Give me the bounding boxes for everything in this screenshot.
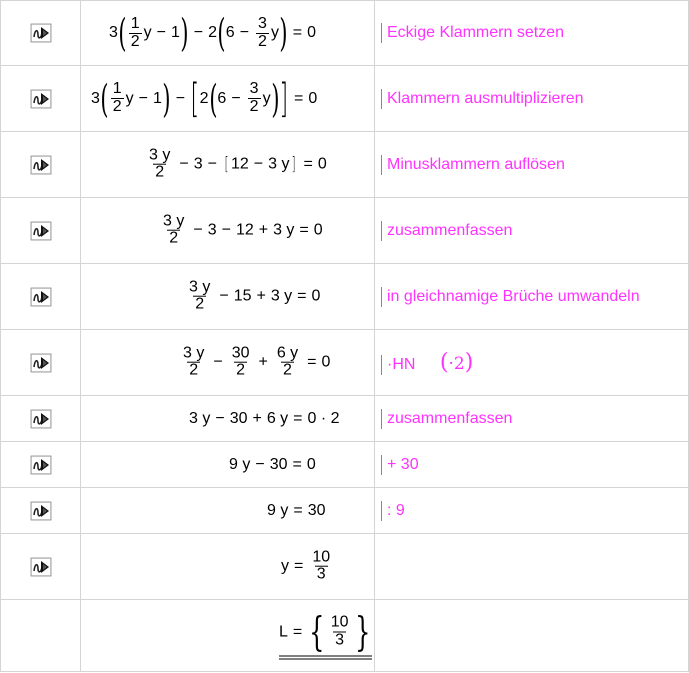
table-row bbox=[1, 600, 689, 672]
equation: 9 y − 30 = 0 bbox=[229, 455, 316, 473]
script-icon[interactable] bbox=[29, 499, 53, 523]
step-note: Eckige Klammern setzen bbox=[375, 1, 689, 66]
table-row bbox=[1, 534, 689, 600]
table-row bbox=[1, 198, 689, 264]
table-row bbox=[1, 442, 689, 488]
script-icon[interactable] bbox=[29, 153, 53, 177]
table-row bbox=[1, 132, 689, 198]
table-row bbox=[1, 330, 689, 396]
script-icon[interactable] bbox=[29, 555, 53, 579]
equation: $\frac{3 y}{2}$ − $\frac{30}{2}$ + $\frac{6 y}{2}$ = 0 bbox=[183, 344, 331, 379]
equation-cell bbox=[81, 534, 375, 600]
step-note: ·HN (·2) bbox=[375, 330, 689, 396]
equation-cell bbox=[81, 330, 375, 396]
equation-cell bbox=[81, 66, 375, 132]
icon-cell bbox=[1, 1, 81, 66]
script-icon[interactable] bbox=[29, 351, 53, 375]
script-icon[interactable] bbox=[29, 87, 53, 111]
solution-set: L = { $\frac{10}{3}$ } bbox=[279, 612, 372, 659]
equation: 3 y − 30 + 6 y = 0 · 2 bbox=[189, 409, 340, 427]
equation: $\frac{3 y}{2}$ − 3 − [ 12 − 3 y ] = 0 bbox=[149, 146, 327, 181]
equation-cell bbox=[81, 1, 375, 66]
table-row bbox=[1, 396, 689, 442]
script-icon[interactable] bbox=[29, 285, 53, 309]
equation: 3 ( $\frac{1}{2}$ y − 1 ) − 2 ( 6 − $\frac{3}{2}$ y ) = 0 bbox=[109, 11, 317, 55]
equation-cell bbox=[81, 264, 375, 330]
equation-cell bbox=[81, 488, 375, 534]
script-icon[interactable] bbox=[29, 21, 53, 45]
equation-cell bbox=[81, 442, 375, 488]
equation: 3 ( $\frac{1}{2}$ y − 1 ) − [ 2 ( 6 − $\frac{3}{2}$ y ) ] = 0 bbox=[91, 75, 318, 122]
step-note: : 9 bbox=[375, 488, 689, 534]
equation-cell bbox=[81, 198, 375, 264]
step-note: Klammern ausmultiplizieren bbox=[375, 66, 689, 132]
equation: y = $\frac{10}{3}$ bbox=[281, 548, 331, 583]
equation-cell bbox=[81, 396, 375, 442]
equation-cell bbox=[81, 132, 375, 198]
script-icon[interactable] bbox=[29, 219, 53, 243]
table-row bbox=[1, 488, 689, 534]
equation-cell bbox=[81, 600, 375, 672]
step-note: Minusklammern auflösen bbox=[375, 132, 689, 198]
step-note: zusammenfassen bbox=[375, 198, 689, 264]
note-bar bbox=[381, 23, 382, 43]
step-note bbox=[375, 534, 689, 600]
step-note bbox=[375, 600, 689, 672]
table-row bbox=[1, 1, 689, 66]
step-note: in gleichnamige Brüche umwandeln bbox=[375, 264, 689, 330]
script-icon[interactable] bbox=[29, 407, 53, 431]
step-note: zusammenfassen bbox=[375, 396, 689, 442]
step-note: + 30 bbox=[375, 442, 689, 488]
equation: 9 y = 30 bbox=[267, 501, 326, 519]
equation: $\frac{3 y}{2}$ − 3 − 12 + 3 y = 0 bbox=[163, 212, 323, 247]
note-factor: (·2) bbox=[439, 350, 474, 375]
equation: $\frac{3 y}{2}$ − 15 + 3 y = 0 bbox=[189, 278, 321, 313]
table-row bbox=[1, 264, 689, 330]
script-icon[interactable] bbox=[29, 453, 53, 477]
table-row bbox=[1, 66, 689, 132]
